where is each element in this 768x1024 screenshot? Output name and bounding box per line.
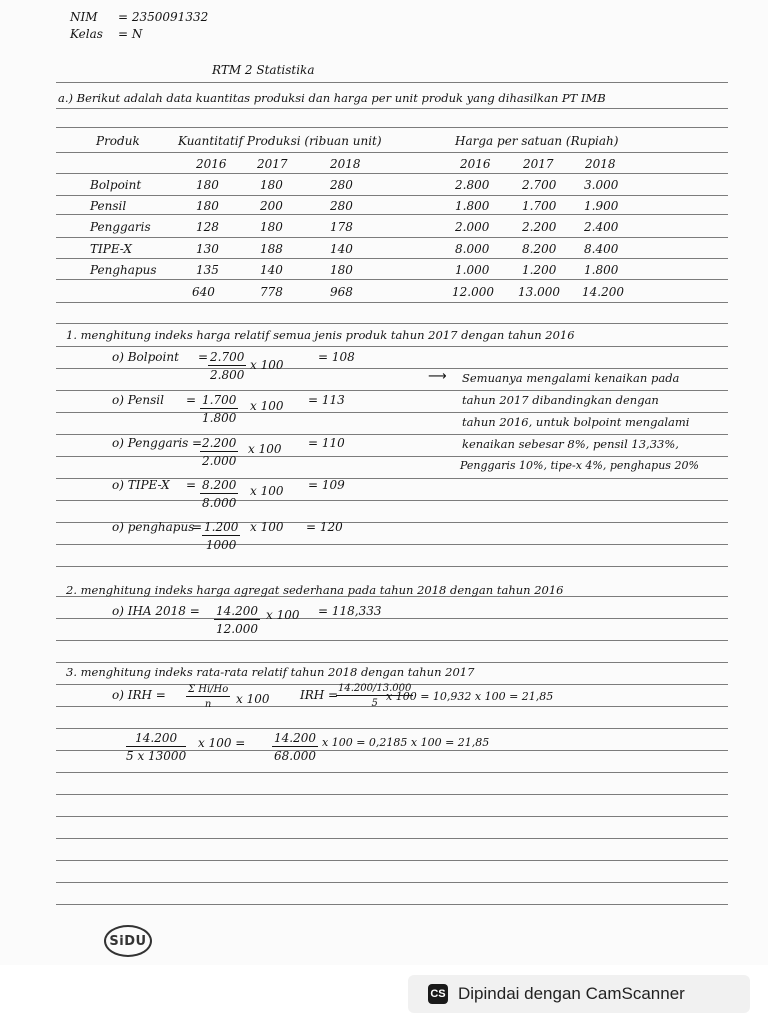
fraction bbox=[202, 520, 240, 552]
table-cell: 2.700 bbox=[522, 178, 557, 192]
table-cell: 1.200 bbox=[522, 263, 557, 277]
kelas-value: = N bbox=[118, 27, 143, 41]
table-cell: 2.400 bbox=[584, 220, 619, 234]
irh-label: IRH = bbox=[300, 688, 339, 702]
calc-label: o) TIPE-X bbox=[112, 478, 170, 492]
total-cell: 968 bbox=[330, 285, 353, 299]
fraction-numerator: 2.200 bbox=[202, 436, 237, 450]
fraction-denominator: 5 bbox=[371, 698, 378, 709]
table-cell: 180 bbox=[196, 199, 219, 213]
note-line: kenaikan sebesar 8%, pensil 13,33%, bbox=[462, 437, 679, 451]
fraction-numerator: 14.200 bbox=[274, 731, 316, 745]
calc-label: o) Bolpoint bbox=[112, 350, 179, 364]
result: = 118,333 bbox=[318, 604, 382, 618]
table-cell: 8.400 bbox=[584, 242, 619, 256]
fraction-numerator: 14.200 bbox=[126, 731, 186, 747]
nim-label: NIM bbox=[70, 10, 98, 24]
ruled-line bbox=[56, 816, 728, 817]
total-cell: 778 bbox=[260, 285, 283, 299]
calc-label: o) penghapus bbox=[112, 520, 195, 534]
page-title: RTM 2 Statistika bbox=[212, 63, 315, 77]
ruled-line bbox=[56, 566, 728, 567]
table-cell: 2.800 bbox=[455, 178, 490, 192]
table-cell: 180 bbox=[260, 178, 283, 192]
ruled-line bbox=[56, 860, 728, 861]
ruled-line bbox=[56, 456, 728, 457]
result: = 120 bbox=[306, 520, 343, 534]
table-cell: 140 bbox=[330, 242, 353, 256]
ruled-line bbox=[56, 838, 728, 839]
fraction-numerator: 14.200 bbox=[216, 604, 258, 618]
section3-heading: 3. menghitung indeks rata-rata relatif tahun 2018 dengan tahun 2017 bbox=[66, 665, 475, 679]
multiplier: x 100 bbox=[250, 399, 284, 413]
table-cell: 1.800 bbox=[455, 199, 490, 213]
ruled-line bbox=[56, 302, 728, 303]
total-cell: 640 bbox=[192, 285, 215, 299]
table-cell: 280 bbox=[330, 178, 353, 192]
table-cell: 180 bbox=[260, 220, 283, 234]
note-line: tahun 2017 dibandingkan dengan bbox=[462, 393, 659, 407]
fraction-numerator: 2.700 bbox=[210, 350, 245, 364]
table-cell: 3.000 bbox=[584, 178, 619, 192]
logo-text: SiDU bbox=[109, 933, 147, 949]
note-line: tahun 2016, untuk bolpoint mengalami bbox=[462, 415, 690, 429]
year-header: 2018 bbox=[585, 157, 616, 171]
fraction-numerator: Σ Hi/Ho bbox=[188, 684, 229, 695]
table-cell: 128 bbox=[196, 220, 219, 234]
fraction-numerator: 1.200 bbox=[204, 520, 239, 534]
multiplier: x 100 bbox=[248, 442, 282, 456]
ruled-line bbox=[56, 390, 728, 391]
fraction bbox=[200, 436, 238, 468]
multiplier: x 100 = bbox=[198, 736, 246, 750]
fraction bbox=[200, 478, 238, 510]
ruled-line bbox=[56, 772, 728, 773]
ruled-line bbox=[56, 544, 728, 545]
table-cell: 2.000 bbox=[455, 220, 490, 234]
fraction bbox=[186, 684, 230, 710]
fraction bbox=[214, 604, 260, 636]
equals: = bbox=[192, 436, 203, 450]
fraction-denominator: 1000 bbox=[205, 538, 237, 552]
ruled-line bbox=[56, 214, 728, 215]
section2-heading: 2. menghitung indeks harga agregat sederhana pada tahun 2018 dengan tahun 2016 bbox=[66, 583, 564, 597]
table-cell: 280 bbox=[330, 199, 353, 213]
ruled-line bbox=[56, 173, 728, 174]
camscanner-icon: CS bbox=[428, 984, 448, 1004]
calc-label: o) Pensil bbox=[112, 393, 164, 407]
col-header-quantity: Kuantitatif Produksi (ribuan unit) bbox=[178, 134, 382, 148]
product-name: Penghapus bbox=[90, 263, 157, 277]
fraction-denominator: 5 x 13000 bbox=[126, 749, 187, 763]
table-cell: 130 bbox=[196, 242, 219, 256]
result: = 113 bbox=[308, 393, 345, 407]
ruled-line bbox=[56, 412, 728, 413]
table-cell: 188 bbox=[260, 242, 283, 256]
question-text: a.) Berikut adalah data kuantitas produksi dan harga per unit produk yang dihasilkan PT IMB bbox=[58, 91, 606, 105]
ruled-line bbox=[56, 368, 728, 369]
multiplier: x 100 bbox=[250, 358, 284, 372]
ruled-line bbox=[56, 728, 728, 729]
equals: = bbox=[186, 393, 197, 407]
fraction-denominator: 1.800 bbox=[202, 411, 237, 425]
fraction-denominator: 2.000 bbox=[202, 454, 237, 468]
table-cell: 1.700 bbox=[522, 199, 557, 213]
fraction bbox=[208, 350, 246, 382]
sidu-logo bbox=[104, 925, 152, 957]
fraction-denominator: n bbox=[204, 699, 212, 710]
fraction-denominator: 2.800 bbox=[210, 368, 245, 382]
multiplier: x 100 bbox=[250, 520, 284, 534]
fraction-denominator: 8.000 bbox=[202, 496, 237, 510]
ruled-line bbox=[56, 323, 728, 324]
year-header: 2018 bbox=[330, 157, 361, 171]
ruled-line bbox=[56, 152, 728, 153]
section1-heading: 1. menghitung indeks harga relatif semua jenis produk tahun 2017 dengan tahun 2016 bbox=[66, 328, 575, 342]
total-cell: 13.000 bbox=[518, 285, 560, 299]
table-cell: 180 bbox=[330, 263, 353, 277]
ruled-line bbox=[56, 500, 728, 501]
year-header: 2016 bbox=[196, 157, 227, 171]
ruled-line bbox=[56, 640, 728, 641]
table-cell: 8.000 bbox=[455, 242, 490, 256]
ruled-line bbox=[56, 279, 728, 280]
year-header: 2017 bbox=[523, 157, 554, 171]
fraction-denominator: 12.000 bbox=[216, 622, 258, 636]
result: = 109 bbox=[308, 478, 345, 492]
table-cell: 135 bbox=[196, 263, 219, 277]
col-header-price: Harga per satuan (Rupiah) bbox=[455, 134, 619, 148]
ruled-line bbox=[56, 82, 728, 83]
camscanner-text: Dipindai dengan CamScanner bbox=[458, 984, 685, 1003]
nim-value: = 2350091332 bbox=[118, 10, 209, 24]
ruled-line bbox=[56, 904, 728, 905]
camscanner-watermark bbox=[408, 975, 750, 1013]
result: = 110 bbox=[308, 436, 345, 450]
total-cell: 14.200 bbox=[582, 285, 624, 299]
fraction-numerator: 1.700 bbox=[202, 393, 237, 407]
table-cell: 200 bbox=[260, 199, 283, 213]
fraction-numerator: 8.200 bbox=[202, 478, 237, 492]
calc-rest: x 100 = 0,2185 x 100 = 21,85 bbox=[322, 736, 490, 749]
table-cell: 178 bbox=[330, 220, 353, 234]
result: = 108 bbox=[318, 350, 355, 364]
calc-label: o) Penggaris bbox=[112, 436, 189, 450]
ruled-line bbox=[56, 127, 728, 128]
calc-label: o) IRH = bbox=[112, 688, 166, 702]
table-cell: 2.200 bbox=[522, 220, 557, 234]
ruled-line bbox=[56, 662, 728, 663]
table-cell: 140 bbox=[260, 263, 283, 277]
multiplier: x 100 bbox=[236, 692, 270, 706]
fraction bbox=[200, 393, 238, 425]
product-name: Pensil bbox=[90, 199, 127, 213]
fraction bbox=[126, 731, 186, 763]
equals: = bbox=[192, 520, 203, 534]
year-header: 2017 bbox=[257, 157, 288, 171]
product-name: Penggaris bbox=[90, 220, 151, 234]
ruled-line bbox=[56, 794, 728, 795]
ruled-line bbox=[56, 346, 728, 347]
multiplier: x 100 bbox=[250, 484, 284, 498]
equals: = bbox=[198, 350, 209, 364]
ruled-line bbox=[56, 237, 728, 238]
ruled-line bbox=[56, 195, 728, 196]
product-name: TIPE-X bbox=[90, 242, 132, 256]
arrow-icon: ⟶ bbox=[428, 369, 447, 384]
kelas-label: Kelas bbox=[70, 27, 103, 41]
total-cell: 12.000 bbox=[452, 285, 494, 299]
ruled-line bbox=[56, 618, 728, 619]
multiplier: x 100 bbox=[266, 608, 300, 622]
table-cell: 8.200 bbox=[522, 242, 557, 256]
calc-rest: x 100 = 10,932 x 100 = 21,85 bbox=[386, 690, 554, 703]
ruled-line bbox=[56, 434, 728, 435]
ruled-line bbox=[56, 108, 728, 109]
note-line: Penggaris 10%, tipe-x 4%, penghapus 20% bbox=[460, 459, 699, 472]
year-header: 2016 bbox=[460, 157, 491, 171]
fraction bbox=[272, 731, 318, 763]
fraction-denominator: 68.000 bbox=[274, 749, 316, 763]
ruled-line bbox=[56, 258, 728, 259]
table-cell: 1.000 bbox=[455, 263, 490, 277]
calc-label: o) IHA 2018 = bbox=[112, 604, 200, 618]
fraction-numerator: 14.200/13.000 bbox=[338, 683, 412, 694]
table-cell: 1.900 bbox=[584, 199, 619, 213]
table-cell: 1.800 bbox=[584, 263, 619, 277]
note-line: Semuanya mengalami kenaikan pada bbox=[462, 371, 680, 385]
product-name: Bolpoint bbox=[90, 178, 142, 192]
table-cell: 180 bbox=[196, 178, 219, 192]
ruled-line bbox=[56, 882, 728, 883]
equals: = bbox=[186, 478, 197, 492]
col-header-product: Produk bbox=[96, 134, 140, 148]
